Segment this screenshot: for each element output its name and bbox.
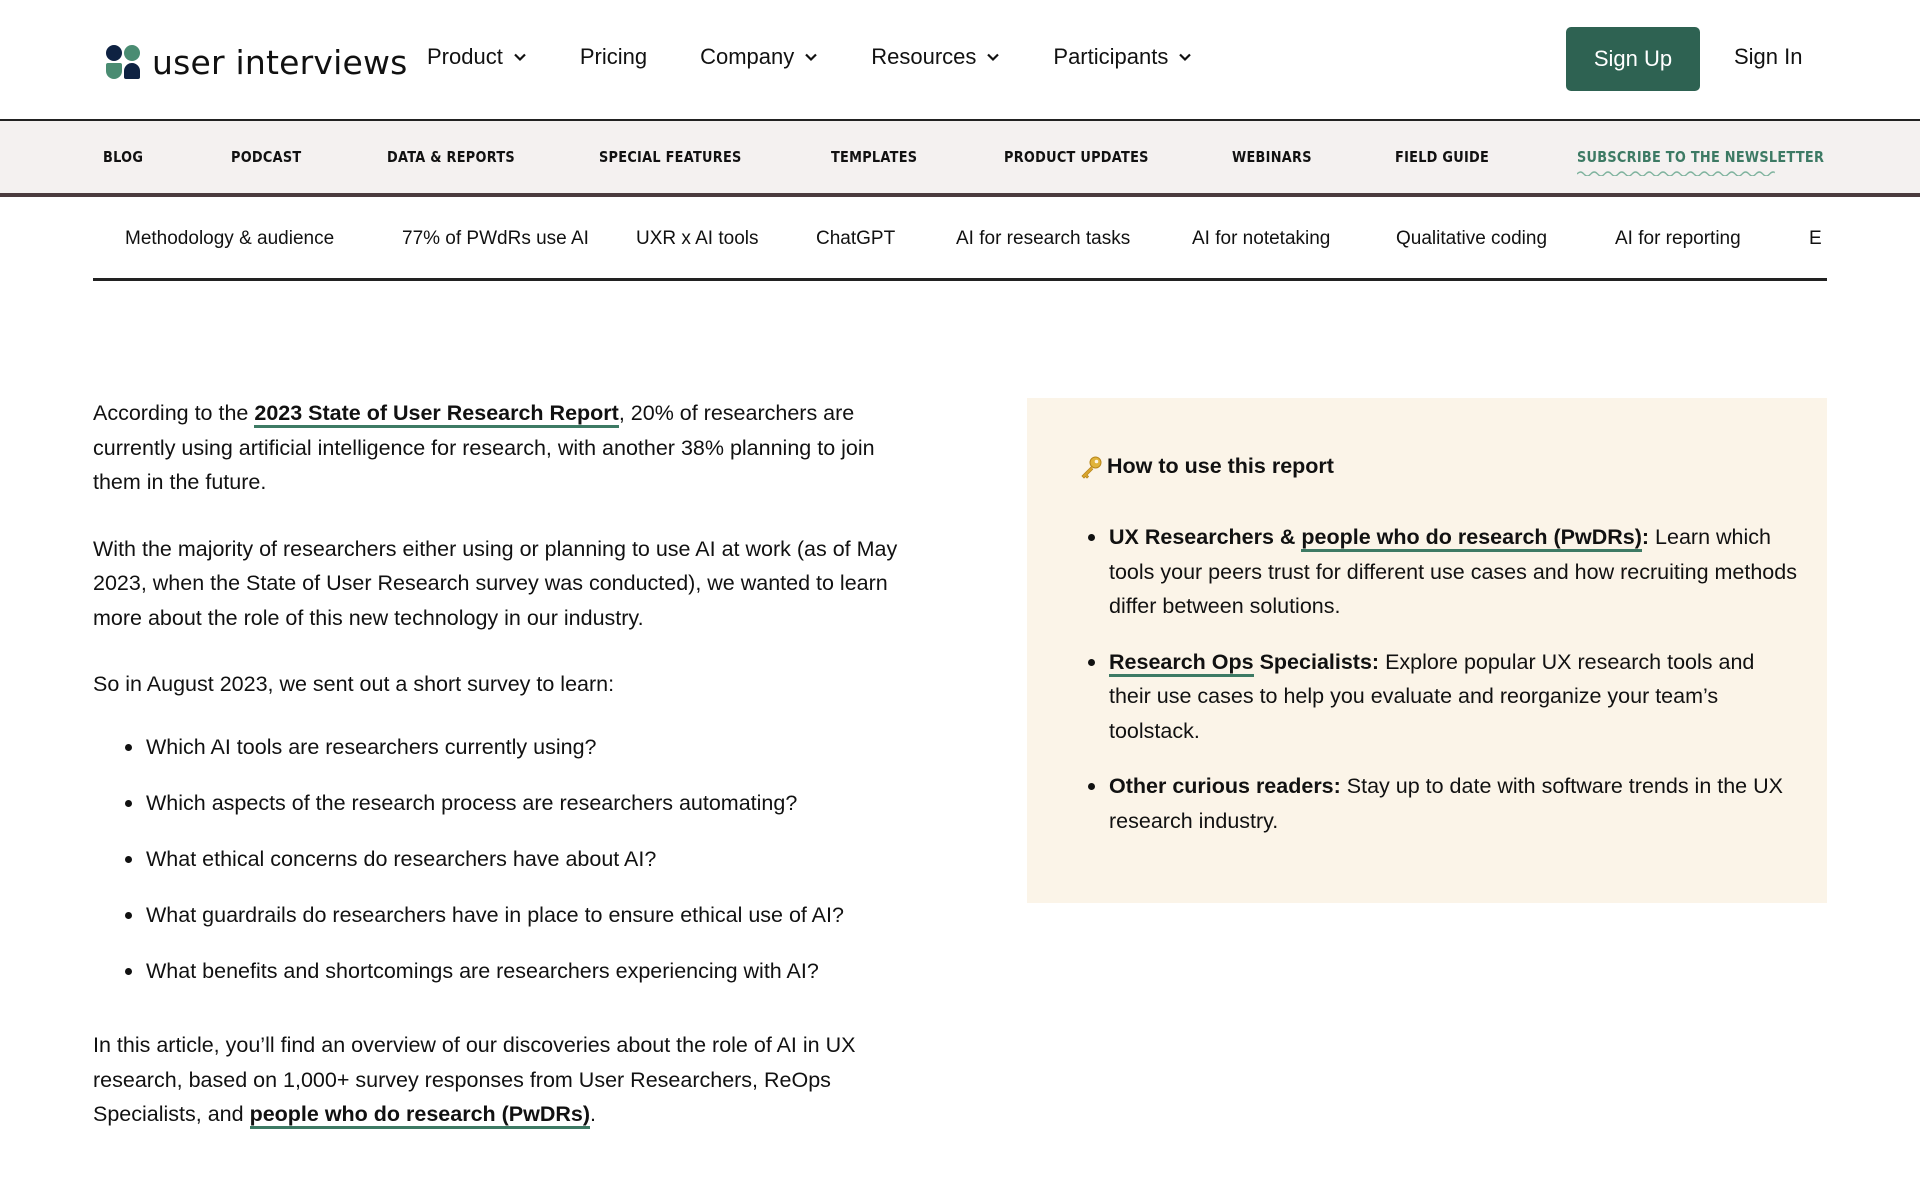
sign-up-button[interactable]: Sign Up — [1566, 27, 1700, 91]
sec-nav-data-reports[interactable]: DATA & REPORTS — [387, 148, 515, 166]
tab-qualitative-coding[interactable]: Qualitative coding — [1396, 228, 1548, 249]
blog-section-nav — [0, 119, 1920, 197]
overview-paragraph — [93, 1028, 913, 1132]
list-item: What guardrails do researchers have in place to ensure ethical use of AI? — [93, 898, 913, 933]
nav-label: Product — [427, 44, 503, 69]
sign-in-link[interactable]: Sign In — [1734, 44, 1803, 69]
intro-paragraph — [93, 396, 913, 500]
nav-participants[interactable] — [1053, 44, 1192, 70]
list-item — [1027, 520, 1799, 624]
text: . — [590, 1102, 597, 1126]
list-item — [1027, 645, 1799, 749]
sec-nav-subscribe-newsletter[interactable] — [1577, 148, 1824, 166]
sec-nav-product-updates[interactable]: PRODUCT UPDATES — [1004, 148, 1149, 166]
article-section-tabs — [93, 205, 1827, 281]
list-item: Which AI tools are researchers currently using? — [93, 730, 913, 765]
text: In this article, you’ll find an overview of our discoveries about the role of AI in UX research, based on 1,000+ survey responses from User Researchers, ReOps Specialists, and — [93, 1033, 856, 1126]
sec-nav-field-guide[interactable]: FIELD GUIDE — [1395, 148, 1490, 166]
site-header — [0, 0, 1920, 119]
list-item — [1027, 769, 1799, 838]
nav-product[interactable] — [427, 44, 527, 70]
sec-nav-templates[interactable]: TEMPLATES — [831, 148, 918, 166]
bold-text: UX Researchers & — [1109, 525, 1302, 549]
bold-text: : — [1641, 525, 1650, 549]
tab-pwdrs-use-ai[interactable]: 77% of PWdRs use AI — [402, 228, 589, 249]
text: Stay up to date with software trends in the UX research industry. — [1109, 774, 1783, 833]
chevron-down-icon — [513, 50, 527, 64]
sec-nav-podcast[interactable]: PODCAST — [231, 148, 302, 166]
chevron-down-icon — [804, 50, 818, 64]
pwdrs-link[interactable]: people who do research (PwDRs) — [1301, 525, 1641, 552]
tab-ai-reporting[interactable]: AI for reporting — [1615, 228, 1741, 249]
tab-chatgpt[interactable]: ChatGPT — [816, 228, 896, 249]
sec-nav-special-features[interactable]: SPECIAL FEATURES — [599, 148, 742, 166]
tab-overflow[interactable]: E — [1809, 228, 1822, 249]
text: , 20% of researchers are currently using artificial intelligence for research, with another 38% planning to join them in the future. — [93, 401, 875, 494]
squiggle-underline-icon — [1577, 170, 1775, 176]
tab-ai-research-tasks[interactable]: AI for research tasks — [956, 228, 1131, 249]
nav-label: Company — [700, 44, 795, 69]
list-item: What benefits and shortcomings are researchers experiencing with AI? — [93, 954, 913, 989]
chevron-down-icon — [1178, 50, 1192, 64]
research-ops-link[interactable]: Research Ops — [1109, 650, 1254, 677]
chevron-down-icon — [986, 50, 1000, 64]
nav-resources[interactable] — [871, 44, 1000, 70]
logo-mark-icon — [106, 45, 141, 80]
callout-title-text: How to use this report — [1107, 454, 1334, 478]
subscribe-label: SUBSCRIBE TO THE NEWSLETTER — [1577, 148, 1825, 166]
tab-ai-notetaking[interactable]: AI for notetaking — [1192, 228, 1331, 249]
bold-text: Specialists: — [1253, 649, 1380, 674]
nav-label: Pricing — [579, 44, 648, 69]
list-item: What ethical concerns do researchers have about AI? — [93, 842, 913, 877]
text: Learn which tools your peers trust for different use cases and how recruiting methods differ between solutions. — [1109, 525, 1797, 618]
tab-uxr-ai-tools[interactable]: UXR x AI tools — [636, 228, 759, 249]
key-icon — [1079, 455, 1103, 479]
state-of-user-research-link[interactable]: 2023 State of User Research Report — [254, 401, 618, 428]
main-nav — [427, 44, 1245, 70]
logo-link[interactable] — [106, 43, 408, 82]
bold-text: Other curious readers: — [1109, 774, 1341, 798]
survey-paragraph: So in August 2023, we sent out a short survey to learn: — [93, 672, 615, 696]
callout-title — [1079, 454, 1334, 479]
how-to-use-callout — [1027, 398, 1827, 903]
nav-company[interactable] — [700, 44, 818, 70]
brand-name: user interviews — [152, 43, 408, 82]
text: Explore popular UX research tools and their use cases to help you evaluate and reorganize your team’s toolstack. — [1109, 649, 1755, 743]
nav-label: Resources — [871, 44, 977, 69]
pwdrs-link[interactable]: people who do research (PwDRs) — [250, 1102, 590, 1129]
sec-nav-blog[interactable]: BLOG — [103, 148, 144, 166]
survey-questions-list — [93, 730, 913, 989]
nav-label: Participants — [1053, 44, 1169, 69]
nav-pricing[interactable] — [580, 44, 647, 70]
context-paragraph: With the majority of researchers either using or planning to use AI at work (as of May 2023, when the State of User Research survey was conducted), we wanted to learn more about the role of this new technology in our industry. — [93, 536, 898, 630]
list-item: Which aspects of the research process are researchers automating? — [93, 786, 913, 821]
tab-methodology[interactable]: Methodology & audience — [125, 228, 335, 249]
audience-list — [1079, 520, 1799, 859]
article-body — [93, 396, 913, 1164]
sec-nav-webinars[interactable]: WEBINARS — [1232, 148, 1312, 166]
text: According to the — [93, 401, 255, 425]
